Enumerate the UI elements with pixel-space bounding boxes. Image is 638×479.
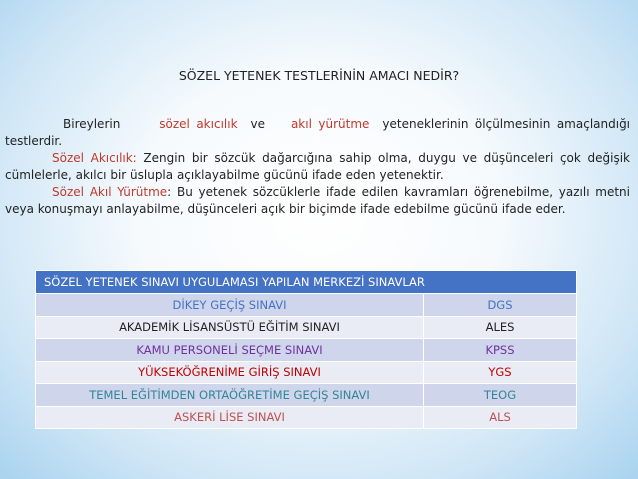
term-verbal-fluency-heading: Sözel Akıcılık: [52,151,137,165]
table-row [36,384,577,407]
table-row [36,316,577,339]
text-segment: Zengin bir sözcük dağarcığına sahip olma, duygu ve düşünceleri çok değişik cümlelerle, akılcı bir üslupla açıklayabilme gücünü ifade eden yetenektir. [5,151,630,182]
table-row [36,339,577,362]
text-segment: ve [250,117,265,131]
exam-name: KAMU PERSONELİ SEÇME SINAVI [36,339,424,362]
slide-title: SÖZEL YETENEK TESTLERİNİN AMACI NEDİR? [178,68,460,83]
term-verbal-fluency: sözel akıcılık [159,117,238,131]
exams-table [35,270,577,429]
exam-code: ALES [424,316,577,339]
exam-name: YÜKSEKÖĞRENİME GİRİŞ SINAVI [36,361,424,384]
exam-code: ALS [424,406,577,429]
exam-name: ASKERİ LİSE SINAVI [36,406,424,429]
exam-name: TEMEL EĞİTİMDEN ORTAÖĞRETİME GEÇİŞ SINAVI [36,384,424,407]
table-row [36,294,577,317]
exam-name: AKADEMİK LİSANSÜSTÜ EĞİTİM SINAVI [36,316,424,339]
table-header: SÖZEL YETENEK SINAVI UYGULAMASI YAPILAN MERKEZİ SINAVLAR [36,271,577,294]
paragraph-verbal-fluency [5,150,630,184]
exam-code: TEOG [424,384,577,407]
exam-name: DİKEY GEÇİŞ SINAVI [36,294,424,317]
term-reasoning: akıl yürütme [290,117,370,131]
text-segment: yeteneklerinin ölçülmesinin amaçlandığı testlerdir. [5,117,631,148]
paragraph-definition [5,116,630,150]
exam-code: YGS [424,361,577,384]
table-row [36,406,577,429]
table-header-row [36,271,577,294]
table-row [36,361,577,384]
exam-code: DGS [424,294,577,317]
paragraph-verbal-reasoning [5,184,630,218]
table-body [36,294,577,429]
text-segment: Bireylerin [63,117,121,131]
exam-code: KPSS [424,339,577,362]
term-verbal-reasoning-heading: Sözel Akıl Yürütme [52,185,168,199]
text-segment: : Bu yetenek sözcüklerle ifade edilen kavramları öğrenebilme, yazılı metni veya konuşmayı anlayabilme, düşünceleri açık bir biçimde ifade edebilme gücünü ifade eder. [5,185,630,216]
